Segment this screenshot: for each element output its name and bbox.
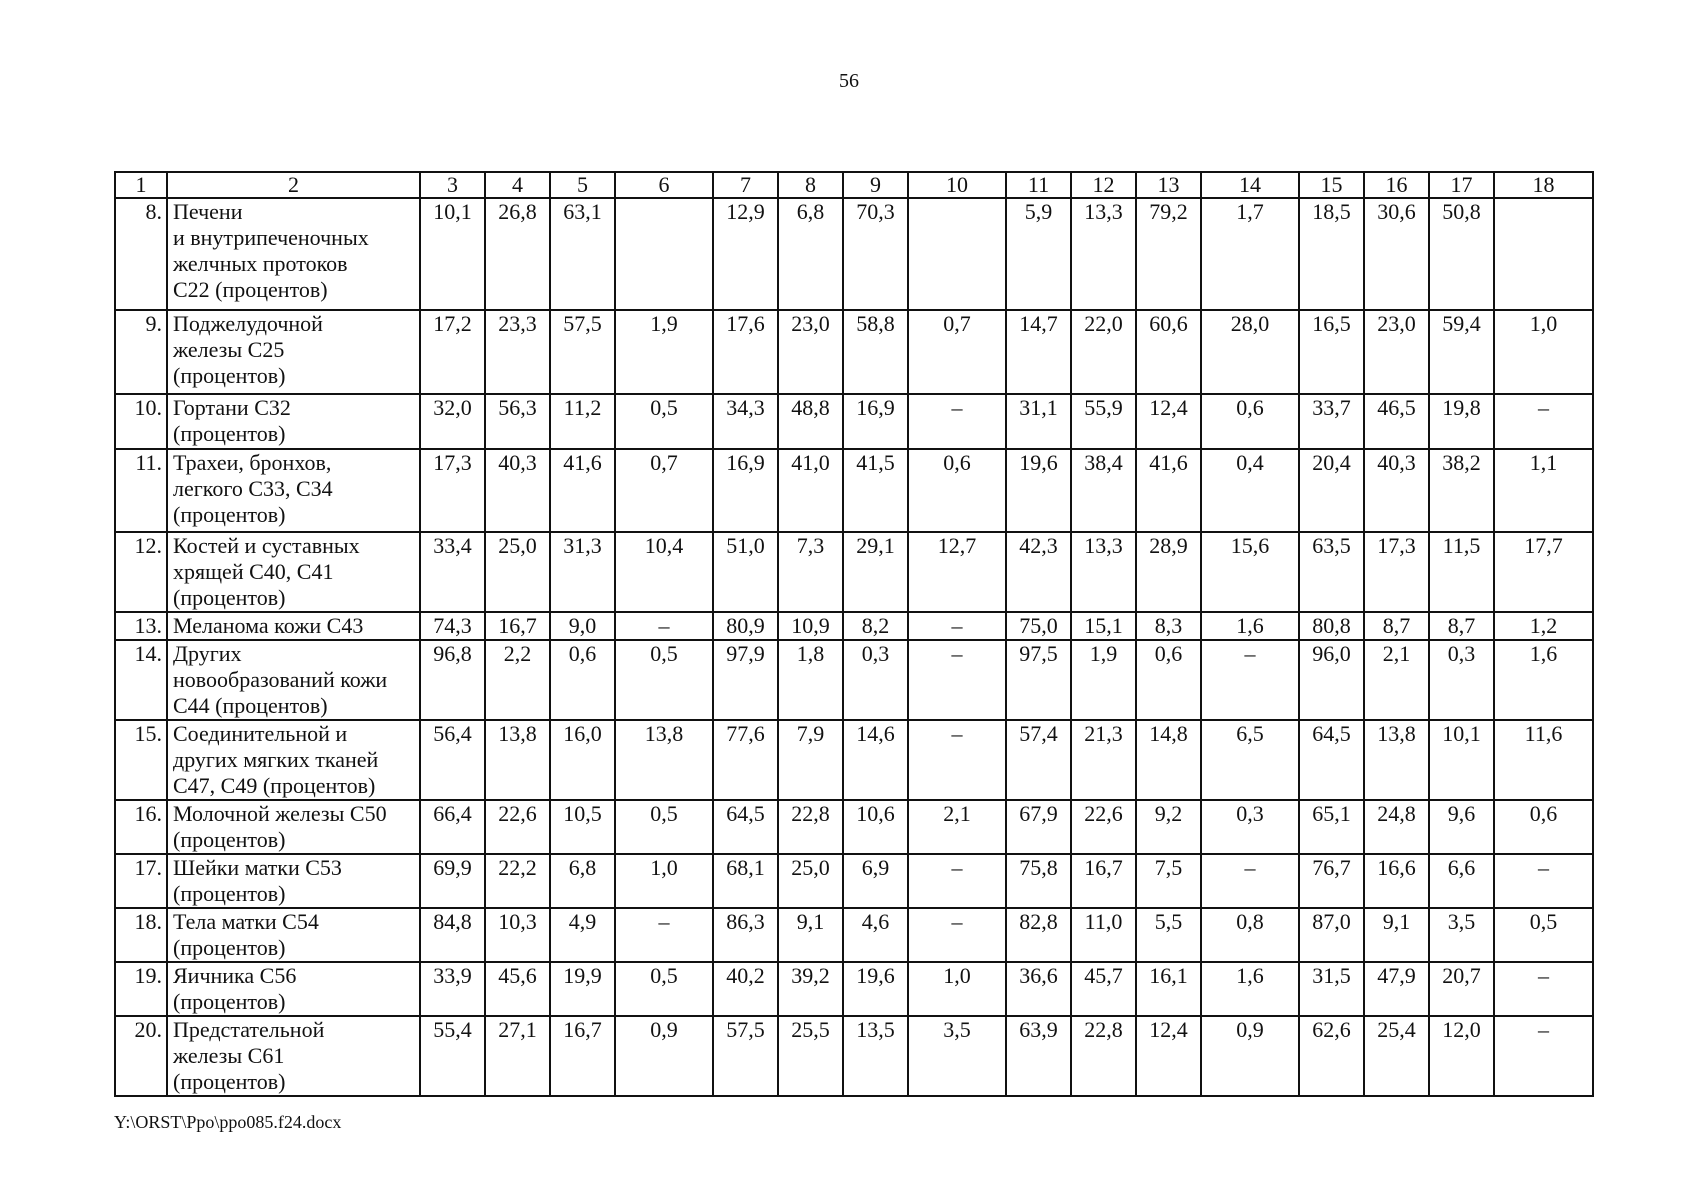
value-cell: 20,7 (1429, 962, 1494, 1016)
row-name: Меланома кожи С43 (167, 612, 420, 640)
value-cell: 13,8 (615, 720, 713, 800)
value-cell: 0,6 (1201, 394, 1299, 449)
value-cell: 17,6 (713, 310, 778, 394)
value-cell: 16,7 (1071, 854, 1136, 908)
row-number: 19. (115, 962, 167, 1016)
value-cell: 21,3 (1071, 720, 1136, 800)
value-cell: 66,4 (420, 800, 485, 854)
table-row (115, 854, 1593, 908)
value-cell: 28,0 (1201, 310, 1299, 394)
statistics-table (114, 171, 1594, 1097)
value-cell: 1,6 (1201, 962, 1299, 1016)
value-cell: 14,6 (843, 720, 908, 800)
value-cell: 1,6 (1201, 612, 1299, 640)
value-cell: 9,1 (1364, 908, 1429, 962)
column-number-header: 15 (1299, 172, 1364, 198)
value-cell: – (1494, 854, 1593, 908)
value-cell: 6,6 (1429, 854, 1494, 908)
value-cell: 25,0 (778, 854, 843, 908)
value-cell: 31,3 (550, 532, 615, 612)
value-cell: 0,7 (908, 310, 1006, 394)
value-cell: 11,6 (1494, 720, 1593, 800)
value-cell: 34,3 (713, 394, 778, 449)
value-cell: 3,5 (1429, 908, 1494, 962)
table-body (115, 172, 1593, 1096)
column-number-header: 9 (843, 172, 908, 198)
row-number: 17. (115, 854, 167, 908)
value-cell: 1,7 (1201, 198, 1299, 310)
value-cell: 13,3 (1071, 532, 1136, 612)
value-cell: 26,8 (485, 198, 550, 310)
value-cell: 2,1 (1364, 640, 1429, 720)
value-cell: 14,7 (1006, 310, 1071, 394)
value-cell: 16,9 (713, 449, 778, 532)
value-cell: 10,1 (1429, 720, 1494, 800)
column-number-header: 16 (1364, 172, 1429, 198)
value-cell: 12,4 (1136, 394, 1201, 449)
value-cell: 0,5 (615, 640, 713, 720)
column-number-header: 1 (115, 172, 167, 198)
value-cell: 41,6 (550, 449, 615, 532)
row-number: 14. (115, 640, 167, 720)
value-cell: 7,9 (778, 720, 843, 800)
value-cell: 25,4 (1364, 1016, 1429, 1096)
row-name: Поджелудочной железы С25 (процентов) (167, 310, 420, 394)
value-cell: 9,0 (550, 612, 615, 640)
value-cell: 1,1 (1494, 449, 1593, 532)
column-number-header: 14 (1201, 172, 1299, 198)
row-name: Костей и суставных хрящей С40, С41 (процентов) (167, 532, 420, 612)
row-number: 8. (115, 198, 167, 310)
column-number-header: 18 (1494, 172, 1593, 198)
value-cell: 0,3 (843, 640, 908, 720)
value-cell: 16,9 (843, 394, 908, 449)
value-cell: 74,3 (420, 612, 485, 640)
value-cell: – (908, 640, 1006, 720)
value-cell: 42,3 (1006, 532, 1071, 612)
value-cell: 0,9 (615, 1016, 713, 1096)
value-cell: 12,4 (1136, 1016, 1201, 1096)
value-cell (908, 198, 1006, 310)
column-number-header: 5 (550, 172, 615, 198)
value-cell: 13,5 (843, 1016, 908, 1096)
value-cell: – (1494, 1016, 1593, 1096)
value-cell: 23,3 (485, 310, 550, 394)
value-cell: 50,8 (1429, 198, 1494, 310)
value-cell: 29,1 (843, 532, 908, 612)
value-cell: 76,7 (1299, 854, 1364, 908)
table-row (115, 962, 1593, 1016)
value-cell: – (908, 612, 1006, 640)
value-cell: 8,7 (1364, 612, 1429, 640)
table-row (115, 720, 1593, 800)
value-cell: 0,6 (908, 449, 1006, 532)
value-cell: 17,7 (1494, 532, 1593, 612)
table-row (115, 800, 1593, 854)
value-cell: – (615, 612, 713, 640)
value-cell (615, 198, 713, 310)
value-cell: 40,3 (485, 449, 550, 532)
value-cell: 8,2 (843, 612, 908, 640)
row-number: 15. (115, 720, 167, 800)
value-cell: 45,7 (1071, 962, 1136, 1016)
value-cell: 15,1 (1071, 612, 1136, 640)
value-cell: 45,6 (485, 962, 550, 1016)
value-cell: 12,7 (908, 532, 1006, 612)
value-cell: 19,8 (1429, 394, 1494, 449)
value-cell: 11,2 (550, 394, 615, 449)
value-cell: 11,0 (1071, 908, 1136, 962)
value-cell: – (1201, 854, 1299, 908)
value-cell: 96,0 (1299, 640, 1364, 720)
value-cell: 28,9 (1136, 532, 1201, 612)
value-cell: 57,4 (1006, 720, 1071, 800)
value-cell: 16,5 (1299, 310, 1364, 394)
column-number-header: 13 (1136, 172, 1201, 198)
value-cell: 38,2 (1429, 449, 1494, 532)
row-number: 18. (115, 908, 167, 962)
row-number: 10. (115, 394, 167, 449)
value-cell: 77,6 (713, 720, 778, 800)
value-cell: 6,8 (778, 198, 843, 310)
value-cell: 17,3 (1364, 532, 1429, 612)
value-cell: 58,8 (843, 310, 908, 394)
value-cell: 0,3 (1201, 800, 1299, 854)
value-cell: 75,8 (1006, 854, 1071, 908)
value-cell: 41,5 (843, 449, 908, 532)
value-cell: 1,2 (1494, 612, 1593, 640)
value-cell: 9,1 (778, 908, 843, 962)
value-cell: 63,5 (1299, 532, 1364, 612)
column-number-header: 12 (1071, 172, 1136, 198)
value-cell: 4,9 (550, 908, 615, 962)
value-cell: 48,8 (778, 394, 843, 449)
row-number: 9. (115, 310, 167, 394)
value-cell: 97,5 (1006, 640, 1071, 720)
value-cell: 17,2 (420, 310, 485, 394)
value-cell: 16,7 (550, 1016, 615, 1096)
value-cell: 40,3 (1364, 449, 1429, 532)
row-name: Гортани С32 (процентов) (167, 394, 420, 449)
value-cell: 13,8 (1364, 720, 1429, 800)
value-cell: 46,5 (1364, 394, 1429, 449)
value-cell: 7,5 (1136, 854, 1201, 908)
value-cell: 33,9 (420, 962, 485, 1016)
value-cell: 33,7 (1299, 394, 1364, 449)
row-name: Других новообразований кожи С44 (процентов) (167, 640, 420, 720)
value-cell: 10,1 (420, 198, 485, 310)
column-number-header: 4 (485, 172, 550, 198)
value-cell: 1,0 (615, 854, 713, 908)
value-cell: 87,0 (1299, 908, 1364, 962)
table-row (115, 908, 1593, 962)
table-row (115, 612, 1593, 640)
row-name: Шейки матки С53 (процентов) (167, 854, 420, 908)
value-cell: 5,9 (1006, 198, 1071, 310)
value-cell: 22,6 (485, 800, 550, 854)
table-row (115, 640, 1593, 720)
value-cell: 1,6 (1494, 640, 1593, 720)
value-cell: 0,5 (615, 800, 713, 854)
value-cell: 19,9 (550, 962, 615, 1016)
value-cell: 55,9 (1071, 394, 1136, 449)
value-cell: 67,9 (1006, 800, 1071, 854)
value-cell: – (908, 908, 1006, 962)
value-cell: 22,6 (1071, 800, 1136, 854)
value-cell: 0,5 (1494, 908, 1593, 962)
row-name: Соединительной и других мягких тканей С47, С49 (процентов) (167, 720, 420, 800)
value-cell: 0,3 (1429, 640, 1494, 720)
value-cell: 18,5 (1299, 198, 1364, 310)
value-cell: 56,3 (485, 394, 550, 449)
value-cell: 25,0 (485, 532, 550, 612)
value-cell: 19,6 (1006, 449, 1071, 532)
row-name: Молочной железы С50 (процентов) (167, 800, 420, 854)
value-cell: 57,5 (550, 310, 615, 394)
row-name: Яичника С56 (процентов) (167, 962, 420, 1016)
value-cell: 11,5 (1429, 532, 1494, 612)
value-cell: 64,5 (1299, 720, 1364, 800)
value-cell: 22,2 (485, 854, 550, 908)
value-cell: – (1201, 640, 1299, 720)
value-cell: 16,7 (485, 612, 550, 640)
value-cell: 17,3 (420, 449, 485, 532)
row-number: 13. (115, 612, 167, 640)
value-cell: 68,1 (713, 854, 778, 908)
value-cell: 6,8 (550, 854, 615, 908)
value-cell: 96,8 (420, 640, 485, 720)
column-number-header: 17 (1429, 172, 1494, 198)
value-cell: 41,0 (778, 449, 843, 532)
value-cell: 15,6 (1201, 532, 1299, 612)
value-cell: 3,5 (908, 1016, 1006, 1096)
value-cell: 13,8 (485, 720, 550, 800)
column-number-header: 3 (420, 172, 485, 198)
value-cell: 0,8 (1201, 908, 1299, 962)
table-row (115, 449, 1593, 532)
value-cell: 10,3 (485, 908, 550, 962)
value-cell: 39,2 (778, 962, 843, 1016)
page-number: 56 (839, 70, 859, 92)
value-cell: – (908, 854, 1006, 908)
column-number-header: 7 (713, 172, 778, 198)
value-cell: 0,6 (550, 640, 615, 720)
value-cell: 8,7 (1429, 612, 1494, 640)
value-cell: 63,1 (550, 198, 615, 310)
value-cell: 70,3 (843, 198, 908, 310)
value-cell: 0,6 (1494, 800, 1593, 854)
value-cell: 0,7 (615, 449, 713, 532)
value-cell: 60,6 (1136, 310, 1201, 394)
column-number-header: 8 (778, 172, 843, 198)
value-cell: 86,3 (713, 908, 778, 962)
column-number-header: 11 (1006, 172, 1071, 198)
value-cell: 33,4 (420, 532, 485, 612)
column-number-header: 10 (908, 172, 1006, 198)
table-row (115, 394, 1593, 449)
value-cell: 1,8 (778, 640, 843, 720)
value-cell: 10,6 (843, 800, 908, 854)
value-cell: 63,9 (1006, 1016, 1071, 1096)
value-cell: 19,6 (843, 962, 908, 1016)
value-cell: 22,8 (778, 800, 843, 854)
value-cell: 2,1 (908, 800, 1006, 854)
value-cell: 22,8 (1071, 1016, 1136, 1096)
value-cell: 0,5 (615, 394, 713, 449)
column-number-header: 6 (615, 172, 713, 198)
value-cell: 41,6 (1136, 449, 1201, 532)
value-cell: 32,0 (420, 394, 485, 449)
value-cell: – (908, 720, 1006, 800)
value-cell: – (1494, 394, 1593, 449)
value-cell: 12,9 (713, 198, 778, 310)
column-number-header: 2 (167, 172, 420, 198)
value-cell: 31,1 (1006, 394, 1071, 449)
table-row (115, 310, 1593, 394)
value-cell: 9,6 (1429, 800, 1494, 854)
value-cell: 97,9 (713, 640, 778, 720)
table-row (115, 1016, 1593, 1096)
value-cell: 16,6 (1364, 854, 1429, 908)
value-cell: 6,5 (1201, 720, 1299, 800)
value-cell: 5,5 (1136, 908, 1201, 962)
row-number: 11. (115, 449, 167, 532)
row-name: Тела матки С54 (процентов) (167, 908, 420, 962)
value-cell: 9,2 (1136, 800, 1201, 854)
value-cell: 10,4 (615, 532, 713, 612)
value-cell: 59,4 (1429, 310, 1494, 394)
table-header-row (115, 172, 1593, 198)
value-cell: 10,9 (778, 612, 843, 640)
value-cell: 57,5 (713, 1016, 778, 1096)
value-cell: 24,8 (1364, 800, 1429, 854)
value-cell: 2,2 (485, 640, 550, 720)
value-cell: 6,9 (843, 854, 908, 908)
value-cell: 8,3 (1136, 612, 1201, 640)
value-cell: 47,9 (1364, 962, 1429, 1016)
value-cell: 0,4 (1201, 449, 1299, 532)
value-cell: 14,8 (1136, 720, 1201, 800)
row-number: 20. (115, 1016, 167, 1096)
value-cell: 84,8 (420, 908, 485, 962)
footer-file-path: Y:\ORST\Ppo\ppo085.f24.docx (114, 1112, 342, 1132)
value-cell: 31,5 (1299, 962, 1364, 1016)
value-cell: 0,6 (1136, 640, 1201, 720)
value-cell: 79,2 (1136, 198, 1201, 310)
value-cell: 51,0 (713, 532, 778, 612)
value-cell (1494, 198, 1593, 310)
value-cell: 4,6 (843, 908, 908, 962)
value-cell: – (1494, 962, 1593, 1016)
value-cell: 40,2 (713, 962, 778, 1016)
row-name: Предстательной железы С61 (процентов) (167, 1016, 420, 1096)
value-cell: 65,1 (1299, 800, 1364, 854)
value-cell: 62,6 (1299, 1016, 1364, 1096)
row-number: 12. (115, 532, 167, 612)
value-cell: 16,1 (1136, 962, 1201, 1016)
value-cell: 22,0 (1071, 310, 1136, 394)
value-cell: 1,0 (908, 962, 1006, 1016)
value-cell: 0,9 (1201, 1016, 1299, 1096)
value-cell: 1,9 (615, 310, 713, 394)
value-cell: 1,0 (1494, 310, 1593, 394)
value-cell: 20,4 (1299, 449, 1364, 532)
value-cell: 7,3 (778, 532, 843, 612)
row-name: Печени и внутрипеченочных желчных протоков С22 (процентов) (167, 198, 420, 310)
value-cell: 23,0 (1364, 310, 1429, 394)
value-cell: 38,4 (1071, 449, 1136, 532)
value-cell: 12,0 (1429, 1016, 1494, 1096)
value-cell: 82,8 (1006, 908, 1071, 962)
value-cell: 10,5 (550, 800, 615, 854)
value-cell: 75,0 (1006, 612, 1071, 640)
value-cell: 16,0 (550, 720, 615, 800)
value-cell: 27,1 (485, 1016, 550, 1096)
table-row (115, 532, 1593, 612)
value-cell: 64,5 (713, 800, 778, 854)
table-row (115, 198, 1593, 310)
row-name: Трахеи, бронхов, легкого С33, С34 (процентов) (167, 449, 420, 532)
value-cell: 80,8 (1299, 612, 1364, 640)
value-cell: 25,5 (778, 1016, 843, 1096)
value-cell: 55,4 (420, 1016, 485, 1096)
value-cell: – (615, 908, 713, 962)
value-cell: 1,9 (1071, 640, 1136, 720)
value-cell: 69,9 (420, 854, 485, 908)
row-number: 16. (115, 800, 167, 854)
value-cell: 23,0 (778, 310, 843, 394)
value-cell: 80,9 (713, 612, 778, 640)
value-cell: 30,6 (1364, 198, 1429, 310)
value-cell: 0,5 (615, 962, 713, 1016)
value-cell: 36,6 (1006, 962, 1071, 1016)
value-cell: 56,4 (420, 720, 485, 800)
value-cell: – (908, 394, 1006, 449)
value-cell: 13,3 (1071, 198, 1136, 310)
